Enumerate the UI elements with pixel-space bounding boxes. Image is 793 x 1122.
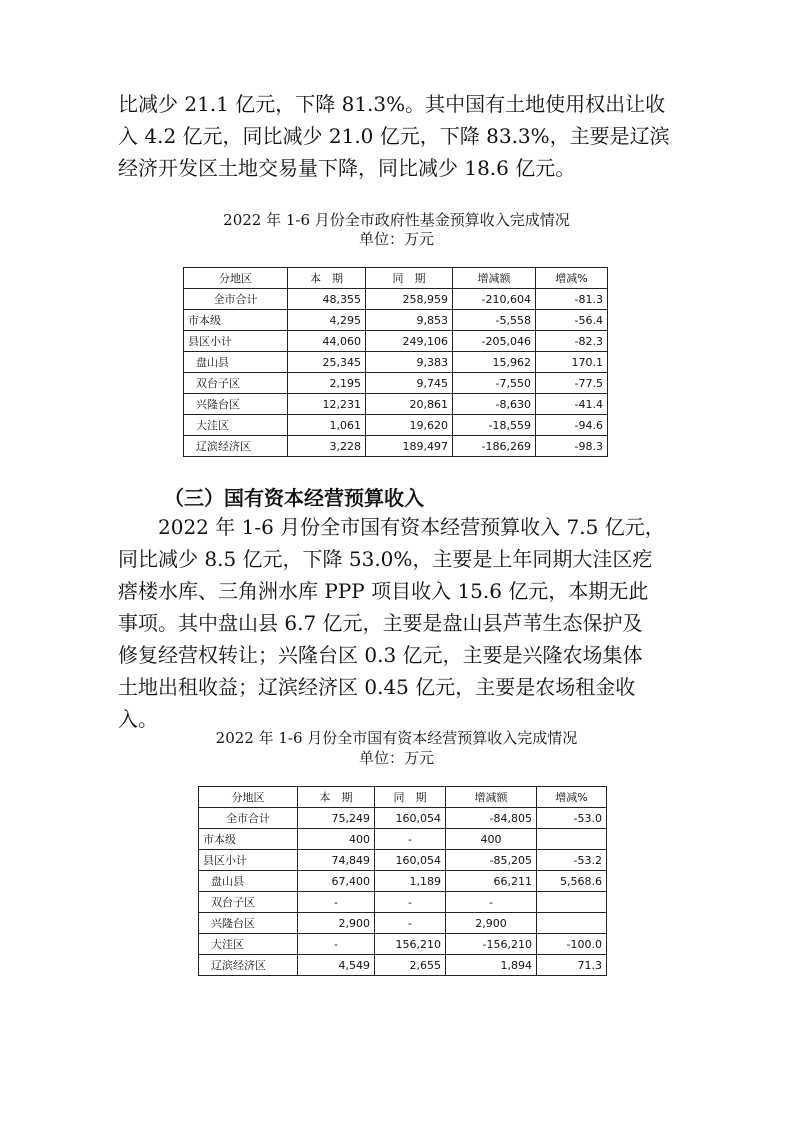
prior-cell: -: [375, 913, 446, 934]
change-cell: -156,210: [446, 934, 537, 955]
current-cell: 44,060: [288, 331, 366, 352]
prior-cell: 9,745: [366, 373, 453, 394]
prior-cell: 2,655: [375, 955, 446, 976]
table-row: [184, 436, 608, 457]
section-heading: （三）国有资本经营预算收入: [164, 486, 424, 510]
change-cell: -205,046: [453, 331, 536, 352]
current-cell: 75,249: [298, 808, 375, 829]
prior-cell: -: [375, 829, 446, 850]
table-row: [199, 850, 607, 871]
table-row: [199, 913, 607, 934]
current-cell: -: [298, 892, 375, 913]
current-cell: -: [298, 934, 375, 955]
change-cell: -84,805: [446, 808, 537, 829]
paragraph-line: 土地出租收益；辽滨经济区 0.45 亿元，主要是农场租金收: [118, 675, 636, 699]
prior-cell: -: [375, 892, 446, 913]
region-cell: 市本级: [199, 829, 298, 850]
region-cell: 辽滨经济区: [184, 436, 288, 457]
paragraph-line: 入 4.2 亿元，同比减少 21.0 亿元，下降 83.3%，主要是辽滨: [118, 124, 670, 148]
change-cell: 2,900: [446, 913, 537, 934]
current-cell: 2,195: [288, 373, 366, 394]
pct-cell: [537, 913, 607, 934]
table-row: [199, 871, 607, 892]
table-row: [184, 373, 608, 394]
current-cell: 67,400: [298, 871, 375, 892]
change-cell: -85,205: [446, 850, 537, 871]
table-row: [199, 934, 607, 955]
prior-cell: 9,853: [366, 310, 453, 331]
pct-cell: -56.4: [536, 310, 608, 331]
region-cell: 兴隆台区: [199, 913, 298, 934]
region-cell: 大洼区: [184, 415, 288, 436]
region-cell: 市本级: [184, 310, 288, 331]
current-cell: 74,849: [298, 850, 375, 871]
header-cell: 本 期: [298, 787, 375, 808]
section-paragraph: [118, 511, 678, 735]
change-cell: -7,550: [453, 373, 536, 394]
table-header-row: [184, 268, 608, 289]
current-cell: 25,345: [288, 352, 366, 373]
current-cell: 3,228: [288, 436, 366, 457]
table-header-row: [199, 787, 607, 808]
pct-cell: -94.6: [536, 415, 608, 436]
table-row: [184, 289, 608, 310]
table-row: [184, 310, 608, 331]
paragraph-line: 修复经营权转让；兴隆台区 0.3 亿元，主要是兴隆农场集体: [118, 643, 643, 667]
header-cell: 同 期: [375, 787, 446, 808]
fund-budget-table: [183, 267, 608, 457]
table-row: [184, 352, 608, 373]
paragraph-line: 经济开发区土地交易量下降，同比减少 18.6 亿元。: [118, 156, 576, 180]
paragraph-line: 比减少 21.1 亿元，下降 81.3%。其中国有土地使用权出让收: [118, 92, 666, 116]
table2-unit: 单位：万元: [358, 749, 434, 767]
table2-title: 2022 年 1-6 月份全市国有资本经营预算收入完成情况: [215, 729, 578, 747]
current-cell: 12,231: [288, 394, 366, 415]
change-cell: 400: [446, 829, 537, 850]
region-cell: 盘山县: [199, 871, 298, 892]
table-row: [184, 394, 608, 415]
header-cell: 增减%: [536, 268, 608, 289]
current-cell: 48,355: [288, 289, 366, 310]
region-cell: 县区小计: [184, 331, 288, 352]
region-cell: 辽滨经济区: [199, 955, 298, 976]
header-cell: 同 期: [366, 268, 453, 289]
table-row: [199, 955, 607, 976]
pct-cell: 71.3: [537, 955, 607, 976]
pct-cell: -100.0: [537, 934, 607, 955]
paragraph-line: 事项。其中盘山县 6.7 亿元，主要是盘山县芦苇生态保护及: [118, 611, 643, 635]
current-cell: 2,900: [298, 913, 375, 934]
intro-paragraph: [118, 88, 678, 184]
header-cell: 分地区: [184, 268, 288, 289]
paragraph-line: 2022 年 1-6 月份全市国有资本经营预算收入 7.5 亿元，: [118, 515, 665, 539]
change-cell: -18,559: [453, 415, 536, 436]
prior-cell: 258,959: [366, 289, 453, 310]
pct-cell: [537, 892, 607, 913]
region-cell: 盘山县: [184, 352, 288, 373]
table-row: [184, 331, 608, 352]
current-cell: 1,061: [288, 415, 366, 436]
pct-cell: [537, 829, 607, 850]
table1-title: 2022 年 1-6 月份全市政府性基金预算收入完成情况: [223, 211, 570, 229]
region-cell: 双台子区: [184, 373, 288, 394]
change-cell: -186,269: [453, 436, 536, 457]
header-cell: 增减%: [537, 787, 607, 808]
prior-cell: 1,189: [375, 871, 446, 892]
header-cell: 增减额: [453, 268, 536, 289]
paragraph-line: 入。: [118, 707, 158, 731]
pct-cell: -41.4: [536, 394, 608, 415]
prior-cell: 160,054: [375, 808, 446, 829]
current-cell: 400: [298, 829, 375, 850]
state-capital-budget-table: [198, 786, 607, 976]
table-row: [199, 808, 607, 829]
change-cell: 1,894: [446, 955, 537, 976]
header-cell: 分地区: [199, 787, 298, 808]
pct-cell: -77.5: [536, 373, 608, 394]
prior-cell: 249,106: [366, 331, 453, 352]
current-cell: 4,549: [298, 955, 375, 976]
pct-cell: -82.3: [536, 331, 608, 352]
pct-cell: 170.1: [536, 352, 608, 373]
prior-cell: 156,210: [375, 934, 446, 955]
change-cell: 66,211: [446, 871, 537, 892]
table-row: [199, 829, 607, 850]
region-cell: 兴隆台区: [184, 394, 288, 415]
prior-cell: 9,383: [366, 352, 453, 373]
prior-cell: 189,497: [366, 436, 453, 457]
paragraph-line: 瘩楼水库、三角洲水库 PPP 项目收入 15.6 亿元，本期无此: [118, 579, 649, 603]
change-cell: -5,558: [453, 310, 536, 331]
table-row: [184, 415, 608, 436]
paragraph-line: 同比减少 8.5 亿元，下降 53.0%，主要是上年同期大洼区疙: [118, 547, 653, 571]
change-cell: -: [446, 892, 537, 913]
prior-cell: 160,054: [375, 850, 446, 871]
prior-cell: 19,620: [366, 415, 453, 436]
change-cell: -210,604: [453, 289, 536, 310]
table1-unit: 单位：万元: [358, 230, 434, 248]
pct-cell: -81.3: [536, 289, 608, 310]
region-cell: 双台子区: [199, 892, 298, 913]
pct-cell: -98.3: [536, 436, 608, 457]
change-cell: 15,962: [453, 352, 536, 373]
pct-cell: -53.0: [537, 808, 607, 829]
region-cell: 全市合计: [199, 808, 298, 829]
change-cell: -8,630: [453, 394, 536, 415]
region-cell: 大洼区: [199, 934, 298, 955]
region-cell: 县区小计: [199, 850, 298, 871]
table-row: [199, 892, 607, 913]
region-cell: 全市合计: [184, 289, 288, 310]
current-cell: 4,295: [288, 310, 366, 331]
prior-cell: 20,861: [366, 394, 453, 415]
header-cell: 本 期: [288, 268, 366, 289]
pct-cell: -53.2: [537, 850, 607, 871]
header-cell: 增减额: [446, 787, 537, 808]
pct-cell: 5,568.6: [537, 871, 607, 892]
